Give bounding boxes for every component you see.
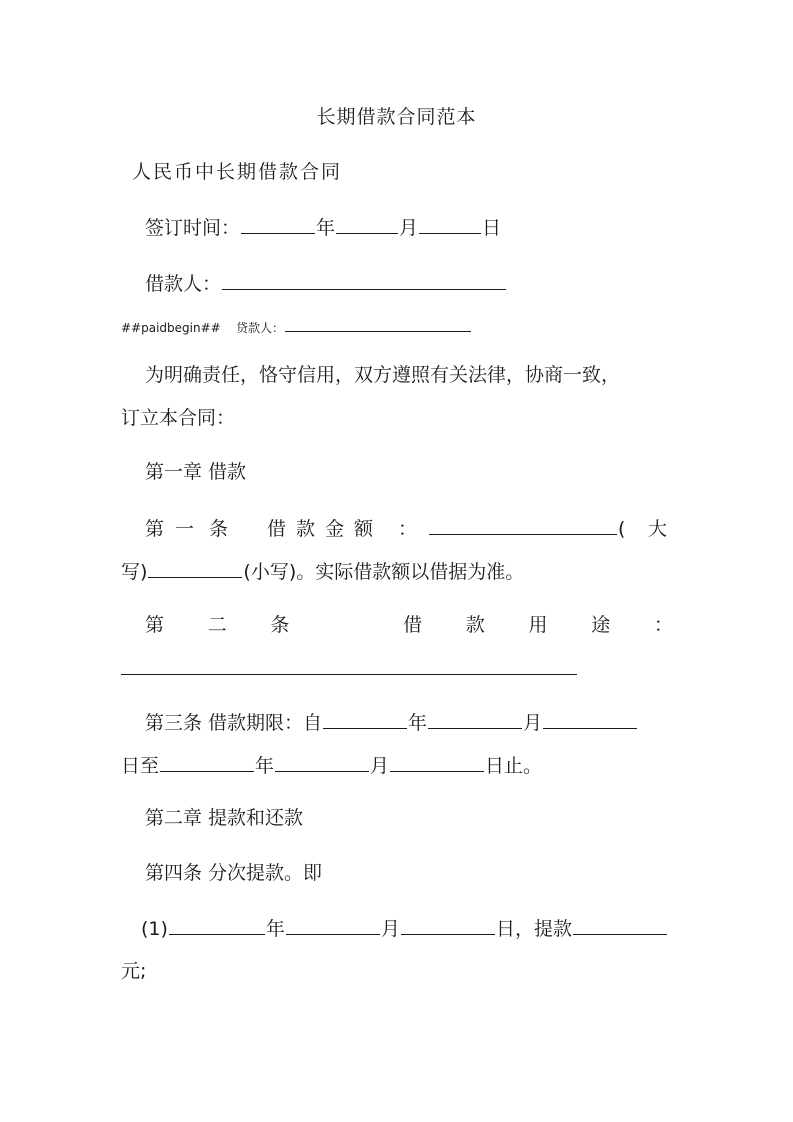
item1-month-blank[interactable] <box>286 916 380 935</box>
sign-date-line <box>121 215 697 240</box>
amount-blank[interactable] <box>429 516 617 535</box>
article-3-line-1: 第三条 借款期限：自 年 月 <box>121 710 697 735</box>
borrower-label: 借款人： <box>145 273 222 295</box>
sign-month-blank[interactable] <box>336 215 398 234</box>
from-year-blank[interactable] <box>323 710 407 729</box>
document-title: 长期借款合同范本 <box>316 106 477 128</box>
lender-blank[interactable] <box>285 320 471 332</box>
preamble-line-1: 为明确责任，恪守信用，双方遵照有关法律，协商一致， <box>145 364 621 386</box>
article-1-line-1: 第 一 条 借 款 金 额 ： ( 大 <box>145 518 668 540</box>
to-month-blank[interactable] <box>275 753 369 772</box>
preamble-line-2: 订立本合同： <box>121 407 236 429</box>
item1-amount-blank[interactable] <box>573 916 667 935</box>
to-day-blank[interactable] <box>390 753 484 772</box>
year-char: 年 <box>316 217 336 239</box>
borrower-blank[interactable] <box>222 271 506 290</box>
chapter-1-heading: 第一章 借款 <box>145 461 247 483</box>
chapter-2-heading: 第二章 提款和还款 <box>145 807 304 829</box>
article-3-line-2: 日至 年 月 日止。 <box>121 755 543 777</box>
sign-year-blank[interactable] <box>241 215 315 234</box>
lender-line <box>121 320 673 336</box>
article-1-line-2: 写) (小写)。实际借款额以借据为准。 <box>121 561 525 583</box>
to-year-blank[interactable] <box>160 753 254 772</box>
article-2-line-1: 第 二 条 借 款 用 途 ： <box>145 614 673 636</box>
paid-marker: ##paidbegin## <box>121 321 221 335</box>
sign-date-label: 签订时间： <box>145 217 241 239</box>
article-2-line-2 <box>121 656 673 681</box>
item-1-line-1: (1) 年 月 日，提款 <box>121 916 673 941</box>
sign-day-blank[interactable] <box>419 215 481 234</box>
item1-day-blank[interactable] <box>401 916 495 935</box>
article-4-heading: 第四条 分次提款。即 <box>145 862 323 884</box>
from-month-blank[interactable] <box>428 710 522 729</box>
day-char: 日 <box>482 217 502 239</box>
purpose-blank[interactable] <box>121 656 577 675</box>
contract-subtitle: 人民币中长期借款合同 <box>132 161 343 183</box>
item-1-line-2: 元; <box>121 960 147 982</box>
month-char: 月 <box>399 217 419 239</box>
item1-year-blank[interactable] <box>169 916 265 935</box>
from-day-blank[interactable] <box>543 710 637 729</box>
borrower-line <box>121 271 697 296</box>
amount-small-blank[interactable] <box>148 559 242 578</box>
lender-label: 贷款人： <box>235 321 284 335</box>
